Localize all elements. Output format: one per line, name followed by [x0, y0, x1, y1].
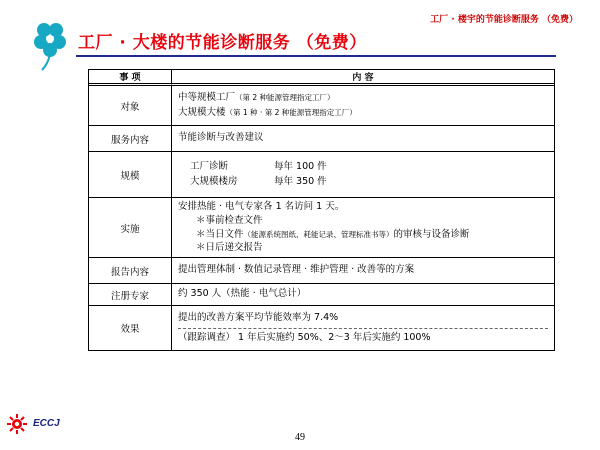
title-underline — [76, 55, 556, 57]
table-row-target — [89, 86, 554, 126]
row-label-implementation: 实施 — [89, 198, 172, 258]
target-line1-main: 中等规模工厂 — [178, 91, 236, 103]
page-number: 49 — [295, 432, 305, 443]
impl-line4: ＊日后递交报告 — [196, 242, 263, 254]
scale-factory-value: 每年 100 件 — [274, 160, 327, 172]
scale-row-building — [178, 175, 548, 190]
row-label-target: 对象 — [89, 86, 172, 126]
impl-line1: 安排热能 · 电气专家各 1 名访问 1 天。 — [178, 201, 345, 212]
scale-building-name: 大规模楼房 — [190, 175, 238, 187]
target-line2-main: 大规模大楼 — [178, 106, 226, 118]
page-title: 工厂 · 大楼的节能诊断服务 （免费） — [78, 33, 367, 53]
header-item: 事 项 — [89, 70, 172, 86]
flower-logo-icon — [30, 10, 70, 74]
impl-line2: ＊事前检查文件 — [196, 214, 263, 226]
row-label-report: 报告内容 — [89, 258, 172, 284]
table-header-row — [89, 70, 554, 86]
target-line1-note: （第 2 种能源管理指定工厂） — [235, 92, 335, 102]
row-value-experts: 约 350 人（热能 · 电气总计） — [172, 284, 554, 306]
row-value-report: 提出管理体制 · 数值记录管理 · 维护管理 · 改善等的方案 — [172, 258, 554, 284]
row-value-target — [172, 86, 554, 126]
row-value-implementation — [172, 198, 554, 258]
impl-line3-b: 的审核与设备诊断 — [393, 228, 470, 240]
scale-building-value: 每年 350 件 — [274, 175, 327, 187]
impl-line3 — [178, 228, 548, 242]
target-line2-note: （第 1 种 · 第 2 种能源管理指定工厂） — [225, 107, 357, 117]
impl-line3-note: （能源系统图纸、耗能记录、管理标准书等） — [243, 229, 394, 239]
row-value-effect — [172, 306, 554, 350]
row-value-service: 节能诊断与改善建议 — [172, 126, 554, 152]
scale-factory-name: 工厂诊断 — [190, 160, 229, 172]
row-value-scale — [172, 152, 554, 198]
scale-row-factory — [178, 160, 548, 175]
header-top-right-text: 工厂 · 楼宇的节能诊断服务 （免费） — [430, 15, 578, 25]
table-row-report — [89, 258, 554, 284]
org-name: ECCJ — [33, 418, 60, 429]
table-row-service — [89, 126, 554, 152]
service-table — [88, 69, 555, 351]
table-row-effect — [89, 306, 554, 350]
header-content: 内 容 — [172, 70, 554, 86]
table-row-experts — [89, 284, 554, 306]
row-label-scale: 规模 — [89, 152, 172, 198]
effect-line2: （跟踪调查） 1 年后实施约 50%、2～3 年后实施约 100% — [178, 328, 548, 346]
row-label-effect: 效果 — [89, 306, 172, 350]
effect-line1: 提出的改善方案平均节能效率为 7.4% — [178, 311, 339, 323]
impl-line3-a: ＊当日文件 — [196, 228, 244, 240]
table-row-implementation — [89, 198, 554, 258]
row-label-experts: 注册专家 — [89, 284, 172, 306]
row-label-service: 服务内容 — [89, 126, 172, 152]
table-row-scale — [89, 152, 554, 198]
